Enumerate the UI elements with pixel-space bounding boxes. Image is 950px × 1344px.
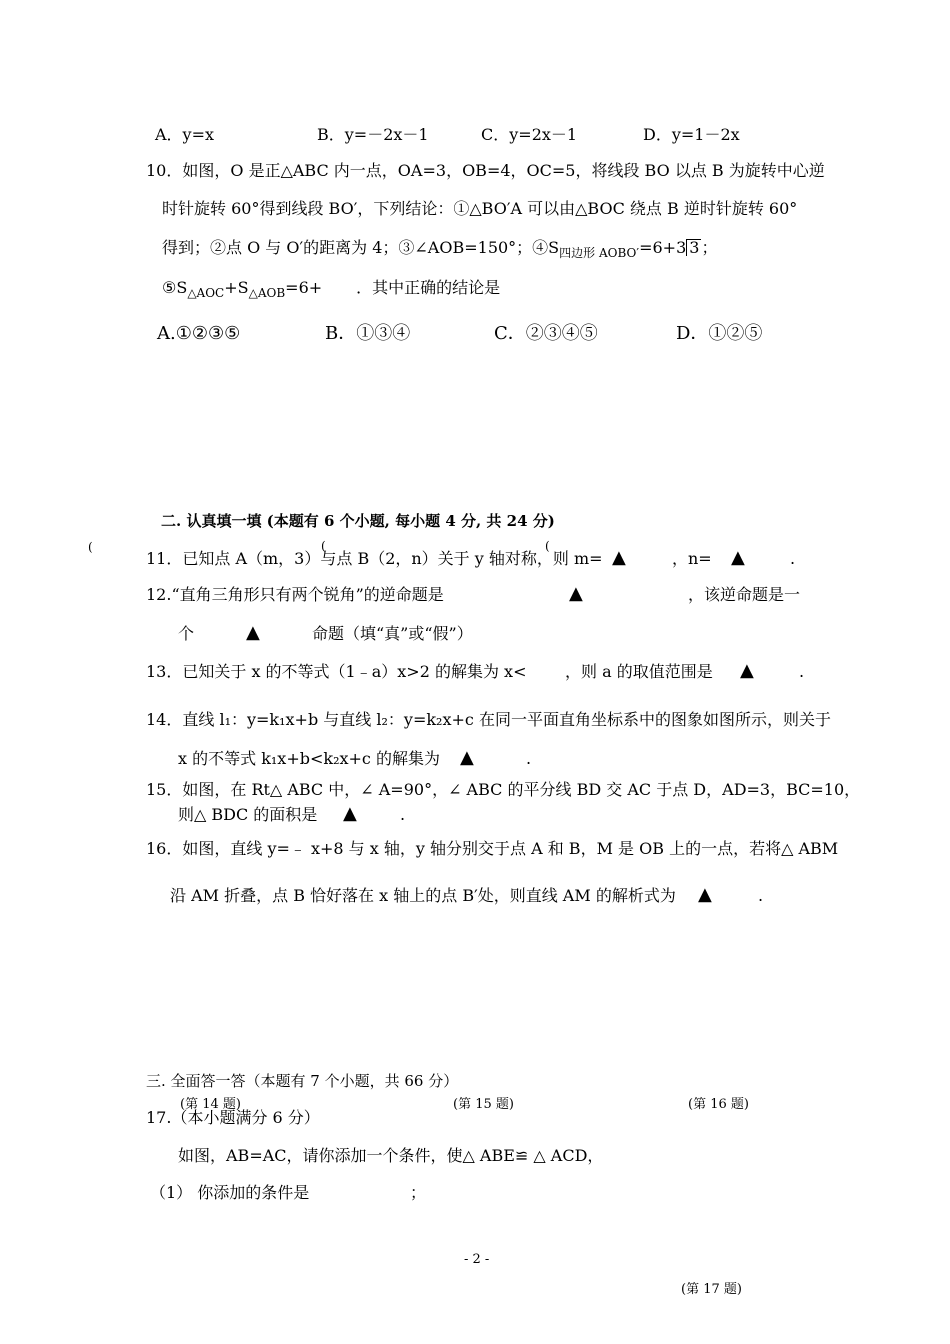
q13-period: .	[799, 662, 805, 681]
q12-line-2-end: 命题（填“真”或“假”）	[312, 624, 473, 643]
q16-line-1: 16．如图，直线 y=﹣ x+8 与 x 轴，y 轴分别交于点 A 和 B，M 是 OB 上的一点，若将△ ABM	[146, 839, 839, 858]
page-number: - 2 -	[464, 1252, 490, 1267]
q12-line-1-end: ，该逆命题是一	[688, 585, 801, 604]
q13-blank: ▲	[740, 660, 754, 681]
q10-line-4-value: =6+	[285, 278, 323, 297]
q11-text: 11．已知点 A（m，3）与点 B（2，n）关于 y 轴对称，则 m=	[146, 549, 603, 568]
q11-blank-m: ▲	[612, 547, 626, 568]
q17-part-1-end: ；	[410, 1183, 427, 1202]
stray-paren-left: (	[88, 540, 93, 554]
caption-fig-15: (第 15 题)	[453, 1097, 514, 1112]
q10-option-c: C．②③④⑤	[494, 323, 598, 344]
q15-period: .	[400, 805, 406, 824]
q17-part-1: （1） 你添加的条件是	[150, 1183, 310, 1202]
q15-line-2: 则△ BDC 的面积是	[178, 805, 318, 824]
q13-mid: ，则 a 的取值范围是	[565, 662, 713, 681]
section-2-heading: 二. 认真填一填 (本题有 6 个小题, 每小题 4 分, 共 24 分)	[161, 512, 555, 530]
q12-line-2-start: 个	[178, 624, 195, 643]
q12-line-1: 12.“直角三角形只有两个锐角”的逆命题是	[146, 585, 444, 604]
q17-title: 17.（本小题满分 6 分）	[146, 1108, 320, 1127]
q10-option-b: B．①③④	[325, 323, 411, 344]
q17-body: 如图，AB=AC，请你添加一个条件，使△ ABE≌ △ ACD，	[178, 1146, 604, 1165]
q14-period: .	[526, 749, 532, 768]
q9-option-c: C．y=2x－1	[481, 125, 578, 144]
caption-fig-17: (第 17 题)	[681, 1282, 742, 1297]
q10-line-4-sub-2: △AOB	[248, 286, 286, 301]
q16-blank: ▲	[698, 884, 712, 905]
q10-line-3-end: ；	[701, 238, 718, 257]
q16-line-2: 沿 AM 折叠，点 B 恰好落在 x 轴上的点 B′处，则直线 AM 的解析式为	[170, 886, 676, 905]
q12-blank-2: ▲	[246, 622, 260, 643]
sqrt-symbol: 3	[686, 239, 701, 256]
q9-option-d: D．y=1－2x	[643, 125, 740, 144]
section-3-heading: 三. 全面答一答（本题有 7 个小题，共 66 分）	[146, 1072, 459, 1090]
stray-paren-a: (	[321, 539, 326, 553]
q10-option-a: A.①②③⑤	[157, 323, 241, 344]
caption-fig-16: (第 16 题)	[688, 1097, 749, 1112]
q10-line-4-sub-1: △AOC	[187, 286, 225, 301]
q9-option-b: B．y=－2x－1	[317, 125, 429, 144]
q10-line-4	[162, 278, 500, 303]
q10-line-3-sub: 四边形 AOBO′	[559, 246, 640, 261]
q10-line-3	[162, 238, 717, 263]
q15-line-1: 15．如图，在 Rt△ ABC 中，∠ A=90°，∠ ABC 的平分线 BD 交 AC 于点 D，AD=3，BC=10，	[146, 780, 861, 799]
q10-line-4-plus: +S	[224, 278, 249, 297]
q10-option-d: D．①②⑤	[676, 323, 763, 344]
q9-option-a: A．y=x	[155, 125, 215, 144]
q14-blank: ▲	[460, 747, 474, 768]
q13-text: 13．已知关于 x 的不等式（1﹣a）x>2 的解集为 x<	[146, 662, 527, 681]
q10-line-2: 时针旋转 60°得到线段 BO′，下列结论：①△BO′A 可以由△BOC 绕点 B 逆时针旋转 60°	[162, 199, 798, 218]
q11-period: .	[790, 549, 796, 568]
q12-blank-1: ▲	[569, 583, 583, 604]
q10-line-1: 10．如图，O 是正△ABC 内一点，OA=3，OB=4，OC=5，将线段 BO 以点 B 为旋转中心逆	[146, 161, 825, 180]
caption-fig-14: (第 14 题)	[180, 1097, 241, 1112]
q16-period: .	[758, 886, 764, 905]
q11-mid: ，n=	[672, 549, 712, 568]
q10-line-4-text: ⑤S	[162, 278, 188, 297]
q15-blank: ▲	[343, 803, 357, 824]
q10-line-4-end: ．其中正确的结论是	[356, 278, 501, 297]
stray-paren-b: (	[545, 539, 550, 553]
q10-line-3-text: 得到；②点 O 与 O′的距离为 4；③∠AOB=150°；④S	[162, 238, 560, 257]
q14-line-1: 14．直线 l₁：y=k₁x+b 与直线 l₂：y=k₂x+c 在同一平面直角坐标系中的图象如图所示，则关于	[146, 710, 831, 729]
q14-line-2: x 的不等式 k₁x+b<k₂x+c 的解集为	[178, 749, 440, 768]
q11-blank-n: ▲	[731, 547, 745, 568]
q10-line-3-value: =6+3	[639, 238, 687, 257]
